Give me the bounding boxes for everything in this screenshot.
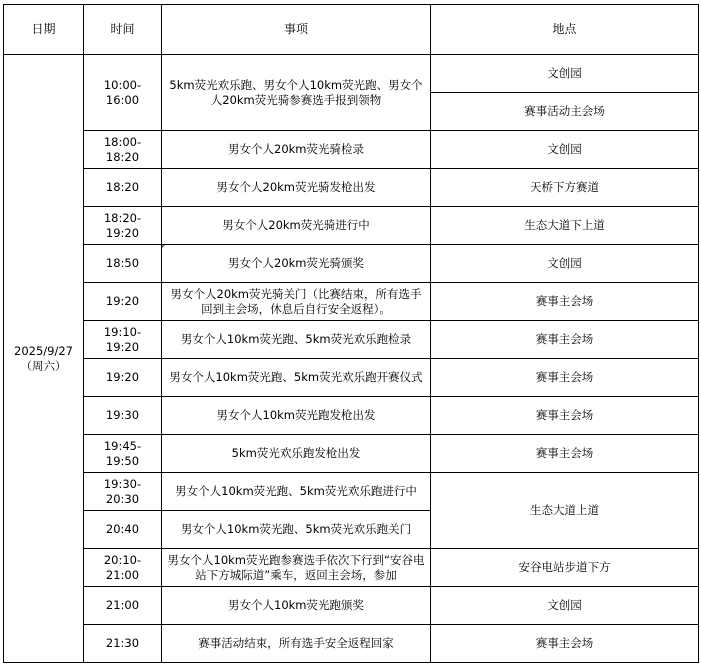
event-cell: 男女个人10km荧光跑参赛选手依次下行到“安谷电站下方城际道”乘车，返回主会场，参加 xyxy=(162,549,431,587)
header-location: 地点 xyxy=(431,5,699,55)
location-cell: 文创园 xyxy=(431,55,699,93)
table-row xyxy=(4,207,699,245)
time-cell: 18:50 xyxy=(84,245,162,283)
location-cell: 文创园 xyxy=(431,131,699,169)
time-cell: 18:00- 18:20 xyxy=(84,131,162,169)
time-cell: 18:20- 19:20 xyxy=(84,207,162,245)
time-cell: 19:45- 19:50 xyxy=(84,435,162,473)
location-cell: 安谷电站步道下方 xyxy=(431,549,699,587)
event-cell: 男女个人10km荧光跑发枪出发 xyxy=(162,397,431,435)
time-cell: 19:30- 20:30 xyxy=(84,473,162,511)
event-cell: 男女个人10km荧光跑、5km荧光欢乐跑进行中 xyxy=(162,473,431,511)
date-cell xyxy=(4,55,84,663)
schedule-table xyxy=(3,4,699,663)
table-row xyxy=(4,397,699,435)
time-cell: 19:20 xyxy=(84,283,162,321)
location-cell: 文创园 xyxy=(431,245,699,283)
time-cell: 19:20 xyxy=(84,359,162,397)
time-cell: 20:40 xyxy=(84,511,162,549)
event-cell: 男女个人10km荧光跑、5km荧光欢乐跑开赛仪式 xyxy=(162,359,431,397)
table-row xyxy=(4,283,699,321)
event-cell: 男女个人20km荧光骑检录 xyxy=(162,131,431,169)
date-value: 2025/9/27 xyxy=(14,343,73,358)
event-cell: 男女个人10km荧光跑、5km荧光欢乐跑检录 xyxy=(162,321,431,359)
event-cell: 男女个人10km荧光跑颁奖 xyxy=(162,587,431,625)
event-cell: 男女个人20km荧光骑进行中 xyxy=(162,207,431,245)
location-cell: 生态大道上道 xyxy=(431,473,699,549)
event-cell: 男女个人10km荧光跑、5km荧光欢乐跑关门 xyxy=(162,511,431,549)
table-row xyxy=(4,587,699,625)
table-row xyxy=(4,549,699,587)
table-row xyxy=(4,435,699,473)
header-row xyxy=(4,5,699,55)
time-cell: 19:30 xyxy=(84,397,162,435)
table-row xyxy=(4,245,699,283)
location-cell: 赛事主会场 xyxy=(431,397,699,435)
table-row xyxy=(4,131,699,169)
location-cell: 赛事主会场 xyxy=(431,321,699,359)
time-cell: 20:10- 21:00 xyxy=(84,549,162,587)
location-cell: 赛事主会场 xyxy=(431,359,699,397)
location-cell: 赛事主会场 xyxy=(431,435,699,473)
time-cell: 21:00 xyxy=(84,587,162,625)
location-cell: 赛事主会场 xyxy=(431,283,699,321)
location-cell: 天桥下方赛道 xyxy=(431,169,699,207)
event-cell: 男女个人20km荧光骑发枪出发 xyxy=(162,169,431,207)
table-row xyxy=(4,359,699,397)
event-cell: 男女个人20km荧光骑关门（比赛结束，所有选手回到主会场，休息后自行安全返程）。 xyxy=(162,283,431,321)
time-cell: 19:10- 19:20 xyxy=(84,321,162,359)
location-cell: 赛事主会场 xyxy=(431,625,699,663)
location-cell: 赛事活动主会场 xyxy=(431,93,699,131)
table-row xyxy=(4,473,699,511)
location-cell: 生态大道下上道 xyxy=(431,207,699,245)
header-date: 日期 xyxy=(4,5,84,55)
time-cell: 10:00- 16:00 xyxy=(84,55,162,131)
event-cell: 赛事活动结束，所有选手安全返程回家 xyxy=(162,625,431,663)
time-cell: 18:20 xyxy=(84,169,162,207)
header-time: 时间 xyxy=(84,5,162,55)
table-row xyxy=(4,625,699,663)
time-cell: 21:30 xyxy=(84,625,162,663)
event-cell: 5km荧光欢乐跑发枪出发 xyxy=(162,435,431,473)
event-cell: 5km荧光欢乐跑、男女个人10km荧光跑、男女个人20km荧光骑参赛选手报到领物 xyxy=(162,55,431,131)
event-cell: 男女个人20km荧光骑颁奖 xyxy=(162,245,431,283)
table-row xyxy=(4,321,699,359)
header-event: 事项 xyxy=(162,5,431,55)
table-row xyxy=(4,55,699,93)
table-row xyxy=(4,169,699,207)
date-weekday: （周六） xyxy=(20,358,67,373)
location-cell: 文创园 xyxy=(431,587,699,625)
